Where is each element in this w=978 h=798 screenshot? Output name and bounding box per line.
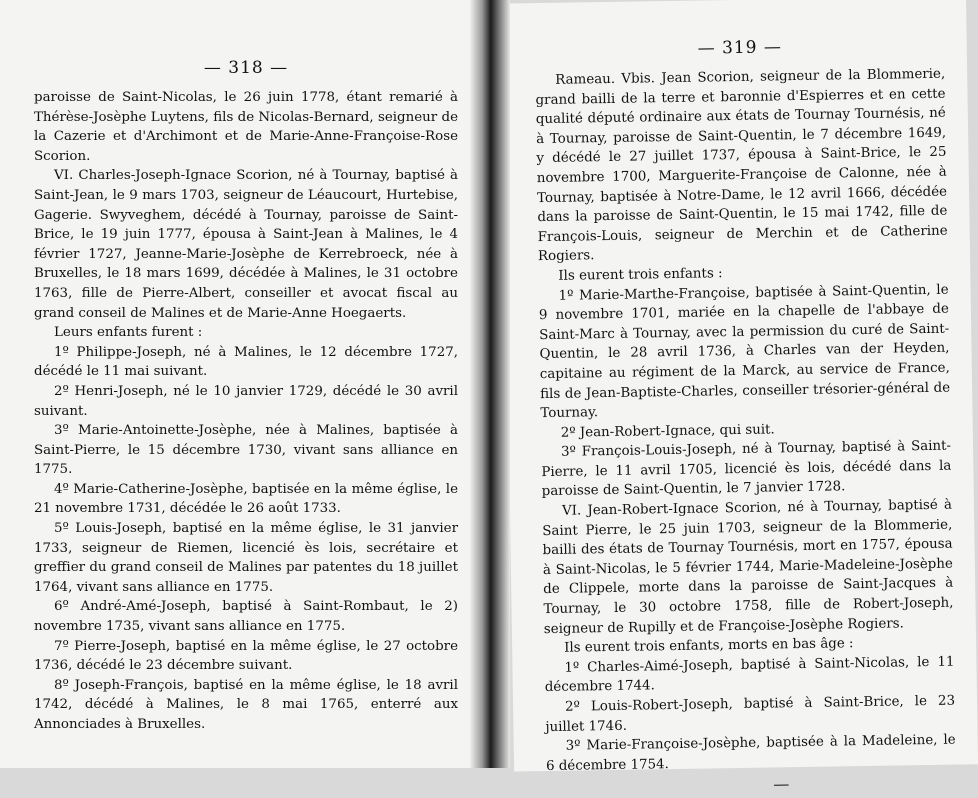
paragraph: 3º Marie-Françoise-Josèphe, baptisée à la Madeleine, le 6 décembre 1754. [545, 732, 956, 774]
paragraph: 2º Henri-Joseph, né le 10 janvier 1729, décédé le 30 avril suivant. [34, 383, 458, 419]
paragraph: Ils eurent trois enfants, morts en bas âge : [564, 636, 854, 656]
paragraph: 7º Pierre-Joseph, baptisé en la même église, le 27 octobre 1736, décédé le 23 décembre suivant. [34, 638, 458, 674]
paragraph: 1º Charles-Aimé-Joseph, baptisé à Saint-Nicolas, le 11 décembre 1744. [544, 654, 955, 696]
paragraph: 3º François-Louis-Joseph, né à Tournay, baptisé à Saint-Pierre, le 11 avril 1705, licencié ès lois, décédé dans la paroisse de Saint-Quentin, le 7 janvier 1728. [541, 438, 952, 500]
paragraph: 3º Marie-Antoinette-Josèphe, née à Malines, baptisée à Saint-Pierre, le 15 décembre 1730, vivant sans alliance en 1775. [34, 423, 458, 478]
left-page [0, 0, 478, 768]
paragraph: 2º Louis-Robert-Joseph, baptisé à Saint-Brice, le 23 juillet 1746. [545, 693, 956, 735]
page-number: — 318 — [203, 58, 289, 78]
paragraph: VI. Jean-Robert-Ignace Scorion, né à Tournay, baptisé à Saint Pierre, le 25 juin 1703, seigneur de la Blommerie, bailli des états de Tournay Tournésis, mort en 1757, épousa à Saint-Nicolas, le 5 février 1744, Marie-Madeleine-Josèphe de Clippele, morte dans la paroisse de Saint-Jacques à Tournay, le 30 octobre 1758, fille de Robert-Joseph, seigneur de Rupilly et de Françoise-Josèphe Rogiers. [542, 497, 954, 637]
paragraph: Ils eurent trois enfants : [558, 266, 723, 284]
paragraph: Rameau. Vbis. Jean Scorion, seigneur de la Blommerie, grand bailli de la terre et baronnie d'Espierres et en cette qualité député ordinaire aux états de Tournay Tournésis, né à Tournay, paroisse de Saint-Quentin, le 7 décembre 1649, y décédé le 27 juillet 1737, épousa à Saint-Brice, le 25 novembre 1700, Marguerite-Françoise de Calonne, née à Tournay, baptisée à Notre-Dame, le 12 avril 1666, décédée dans la paroisse de Saint-Quentin, le 15 mai 1742, fille de François-Louis, seigneur de Merchin et de Catherine Rogiers. [535, 66, 948, 265]
end-mark: — [773, 774, 790, 794]
paragraph: 1º Philippe-Joseph, né à Malines, le 12 décembre 1727, décédé le 11 mai suivant. [34, 344, 458, 380]
paragraph: paroisse de Saint-Nicolas, le 26 juin 1778, étant remarié à Thérèse-Josèphe Luytens, fils de Nicolas-Bernard, seigneur de la Cazerie et d'Archimont et de Marie-Anne-Françoise-Rose Scorion. [34, 90, 458, 164]
paragraph: 5º Louis-Joseph, baptisé en la même église, le 31 janvier 1733, seigneur de Riemen, licencié ès lois, secrétaire et greffier du grand conseil de Malines par patentes du 18 juillet 1764, vivant sans alliance en 1775. [34, 521, 458, 595]
paragraph: 1º Marie-Marthe-Françoise, baptisée à Saint-Quentin, le 9 novembre 1701, mariée en la chapelle de l'abbaye de Saint-Marc à Tournay, avec la permission du curé de Saint-Quentin, le 28 avril 1736, à Charles van der Heyden, capitaine au régiment de la Marck, au service de France, fils de Jean-Baptiste-Charles, conseiller trésorier-général de Tournay. [538, 282, 951, 422]
page-number: — 319 — [697, 37, 783, 59]
paragraph: VI. Charles-Joseph-Ignace Scorion, né à Tournay, baptisé à Saint-Jean, le 9 mars 1703, seigneur de Léaucourt, Hurtebise, Gagerie. Swyveghem, décédé à Tournay, paroisse de Saint-Brice, le 19 juin 1777, épousa à Saint-Jean à Malines, le 4 février 1727, Jeanne-Marie-Josèphe de Kerrebroeck, née à Bruxelles, le 18 mars 1699, décédée à Malines, le 31 octobre 1763, fille de Pierre-Albert, conseiller et avocat fiscal au grand conseil de Malines et de Marie-Anne Hoegaerts. [34, 168, 458, 321]
paragraph: Leurs enfants furent : [54, 325, 203, 341]
paragraph: 6º André-Amé-Joseph, baptisé à Saint-Rombaut, le 2) novembre 1735, vivant sans alliance en 1775. [34, 599, 458, 635]
right-page [502, 0, 978, 794]
paragraph: 2º Jean-Robert-Ignace, qui suit. [560, 422, 775, 441]
paragraph: 4º Marie-Catherine-Josèphe, baptisée en la même église, le 21 novembre 1731, décédée le 26 août 1733. [34, 481, 458, 517]
book-gutter [470, 0, 510, 768]
paragraph: 8º Joseph-François, baptisé en la même église, le 18 avril 1742, décédé à Malines, le 8 mai 1765, enterré aux Annonciades à Bruxelles. [34, 677, 458, 732]
